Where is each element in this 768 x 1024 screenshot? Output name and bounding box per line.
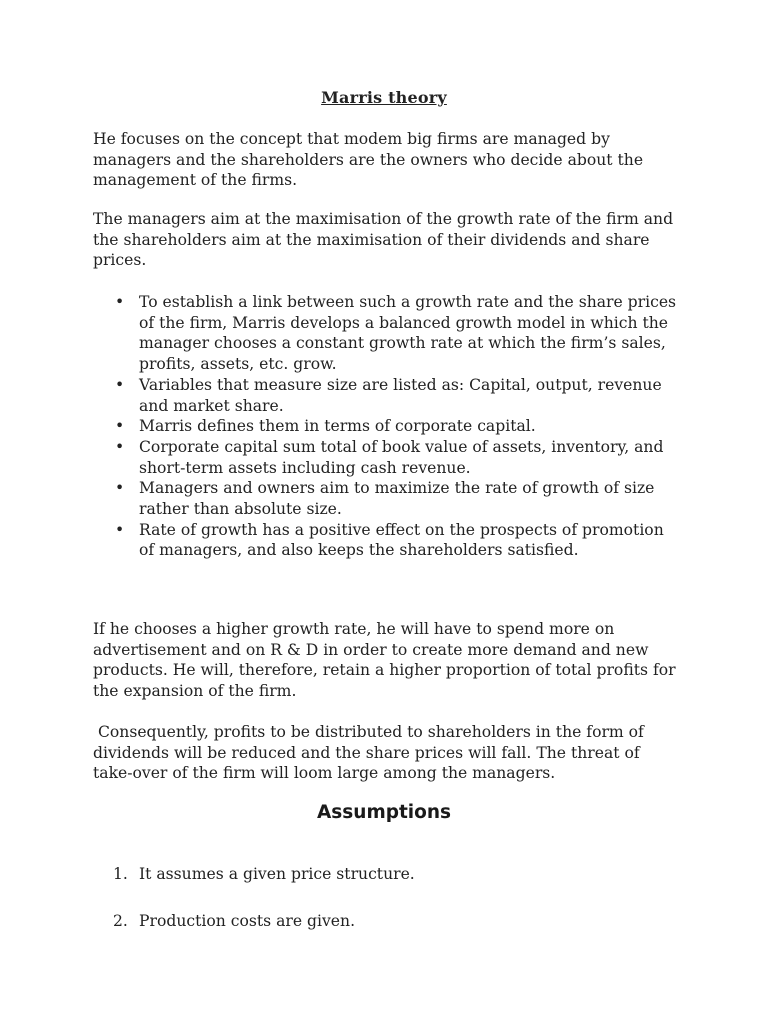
bullet-dot-icon: • [115, 479, 125, 498]
bullet-dot-icon: • [115, 437, 125, 456]
intro-paragraph-2: The managers aim at the maximisation of the growth rate of the firm and the shareholders aim at the maximisation of their dividends and share prices. [93, 210, 674, 270]
bullet-text: Marris defines them in terms of corporate capital. [139, 417, 536, 436]
growth-paragraph: If he chooses a higher growth rate, he will have to spend more on advertisement and on R & D in order to create more demand and new products. He will, therefore, retain a higher proportion of total profits for the expansion of the firm. [93, 620, 676, 701]
bullet-text: To establish a link between such a growth rate and the share prices of the firm, Marris develops a balanced growth model in which the manager chooses a constant growth rate at which the firm’s sales, profits, assets, etc. grow. [139, 293, 677, 374]
item-number: 1. [113, 865, 128, 883]
bullet-item [93, 292, 683, 375]
bullet-item [93, 437, 683, 478]
bullet-item [93, 478, 683, 519]
bullet-dot-icon: • [115, 293, 125, 311]
bullet-text: Rate of growth has a positive effect on the prospects of promotion of managers, and also keeps the shareholders satisfied. [139, 520, 664, 560]
numbered-item [93, 864, 683, 885]
bullet-dot-icon: • [115, 520, 125, 539]
numbered-item [93, 911, 683, 932]
bullet-dot-icon: • [115, 375, 125, 394]
bullet-text: Corporate capital sum total of book value of assets, inventory, and short-term assets including cash revenue. [139, 437, 664, 477]
item-text: It assumes a given price structure. [139, 865, 415, 883]
bullet-list [93, 292, 683, 561]
document-title: Marris theory [321, 88, 447, 107]
consequence-paragraph: Consequently, profits to be distributed to shareholders in the form of dividends will be reduced and the share prices will fall. The threat of take-over of the firm will loom large among the managers. [93, 723, 649, 783]
assumptions-heading: Assumptions [316, 802, 452, 823]
bullet-text: Variables that measure size are listed as: Capital, output, revenue and market share. [139, 375, 662, 415]
bullet-item [93, 375, 683, 416]
bullet-dot-icon: • [115, 417, 125, 436]
item-number: 2. [113, 912, 128, 930]
bullet-item [93, 520, 683, 561]
item-text: Production costs are given. [139, 912, 356, 930]
intro-paragraph-1: He focuses on the concept that modem big firms are managed by managers and the shareholders are the owners who decide about the management of the firms. [93, 130, 644, 190]
bullet-text: Managers and owners aim to maximize the rate of growth of size rather than absolute size. [139, 479, 655, 519]
assumption-item-2 [93, 911, 683, 932]
assumption-item-1 [93, 864, 683, 885]
bullet-item [93, 416, 683, 437]
